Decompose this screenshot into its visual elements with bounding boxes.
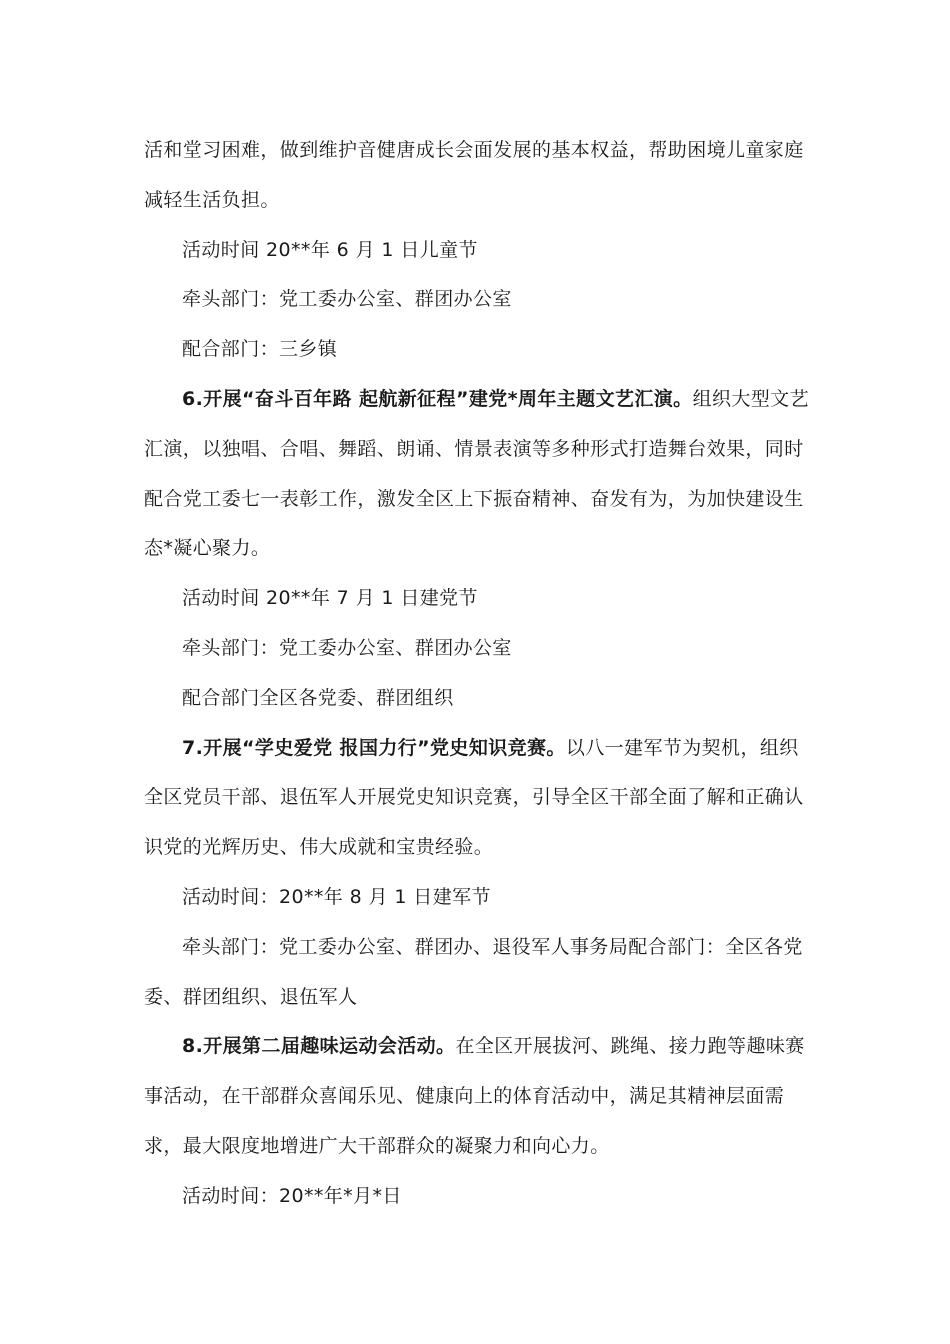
paragraph-text: 以八一建军节为契机，组织全区党员干部、退伍军人开展党史知识竞赛，引导全区干部全面了解和正确认识党的光辉历史、伟大成就和宝贵经验。: [144, 736, 804, 859]
activity-time: [144, 1172, 812, 1222]
item-heading: 7.开展“学史爱党 报国力行”党史知识竞赛。: [182, 736, 566, 759]
activity-item-7: [144, 724, 812, 873]
paragraph-text: 活和堂习困难，做到维护音健唐成长会面发展的基本权益，帮助困境儿童家庭减轻生活负担。: [144, 139, 804, 211]
lead-department: [144, 275, 812, 325]
activity-time: [144, 873, 812, 923]
cooperating-department: [144, 674, 812, 724]
paragraph-text: 配合部门：三乡镇: [182, 338, 338, 361]
paragraph-text: 牵头部门：党工委办公室、群团办公室: [182, 636, 512, 659]
paragraph-text: 活动时间：20**年 8 月 1 日建军节: [182, 885, 491, 908]
document-body: [144, 126, 812, 1222]
paragraph-continuation: [144, 126, 812, 226]
item-heading: 8.开展第二届趣味运动会活动。: [182, 1035, 456, 1058]
paragraph-text: 配合部门全区各党委、群团组织: [182, 686, 454, 709]
activity-time: [144, 574, 812, 624]
cooperating-department: [144, 325, 812, 375]
paragraph-text: 活动时间 20**年 7 月 1 日建党节: [182, 587, 478, 610]
activity-item-8: [144, 1022, 812, 1171]
lead-department: [144, 923, 812, 1023]
activity-time: [144, 226, 812, 276]
paragraph-text: 牵头部门：党工委办公室、群团办公室: [182, 288, 512, 311]
activity-item-6: [144, 375, 812, 574]
paragraph-text: 在全区开展拔河、跳绳、接力跑等趣味赛事活动，在干部群众喜闻乐见、健康向上的体育活动中，满足其精神层面需求，最大限度地增进广大干部群众的凝聚力和向心力。: [144, 1035, 805, 1157]
lead-department: [144, 624, 812, 674]
item-heading: 6.开展“奋斗百年路 起航新征程”建党*周年主题文艺汇演。: [182, 387, 693, 410]
paragraph-text: 牵头部门：党工委办公室、群团办、退役军人事务局配合部门：全区各党委、群团组织、退伍军人: [144, 935, 803, 1008]
paragraph-text: 活动时间 20**年 6 月 1 日儿童节: [182, 238, 478, 261]
paragraph-text: 组织大型文艺汇演，以独唱、合唱、舞蹈、朗诵、情景表演等多种形式打造舞台效果，同时配合党工委七一表彰工作，激发全区上下振奋精神、奋发有为，为加快建设生态*凝心聚力。: [144, 387, 809, 560]
paragraph-text: 活动时间：20**年*月*日: [182, 1184, 402, 1207]
